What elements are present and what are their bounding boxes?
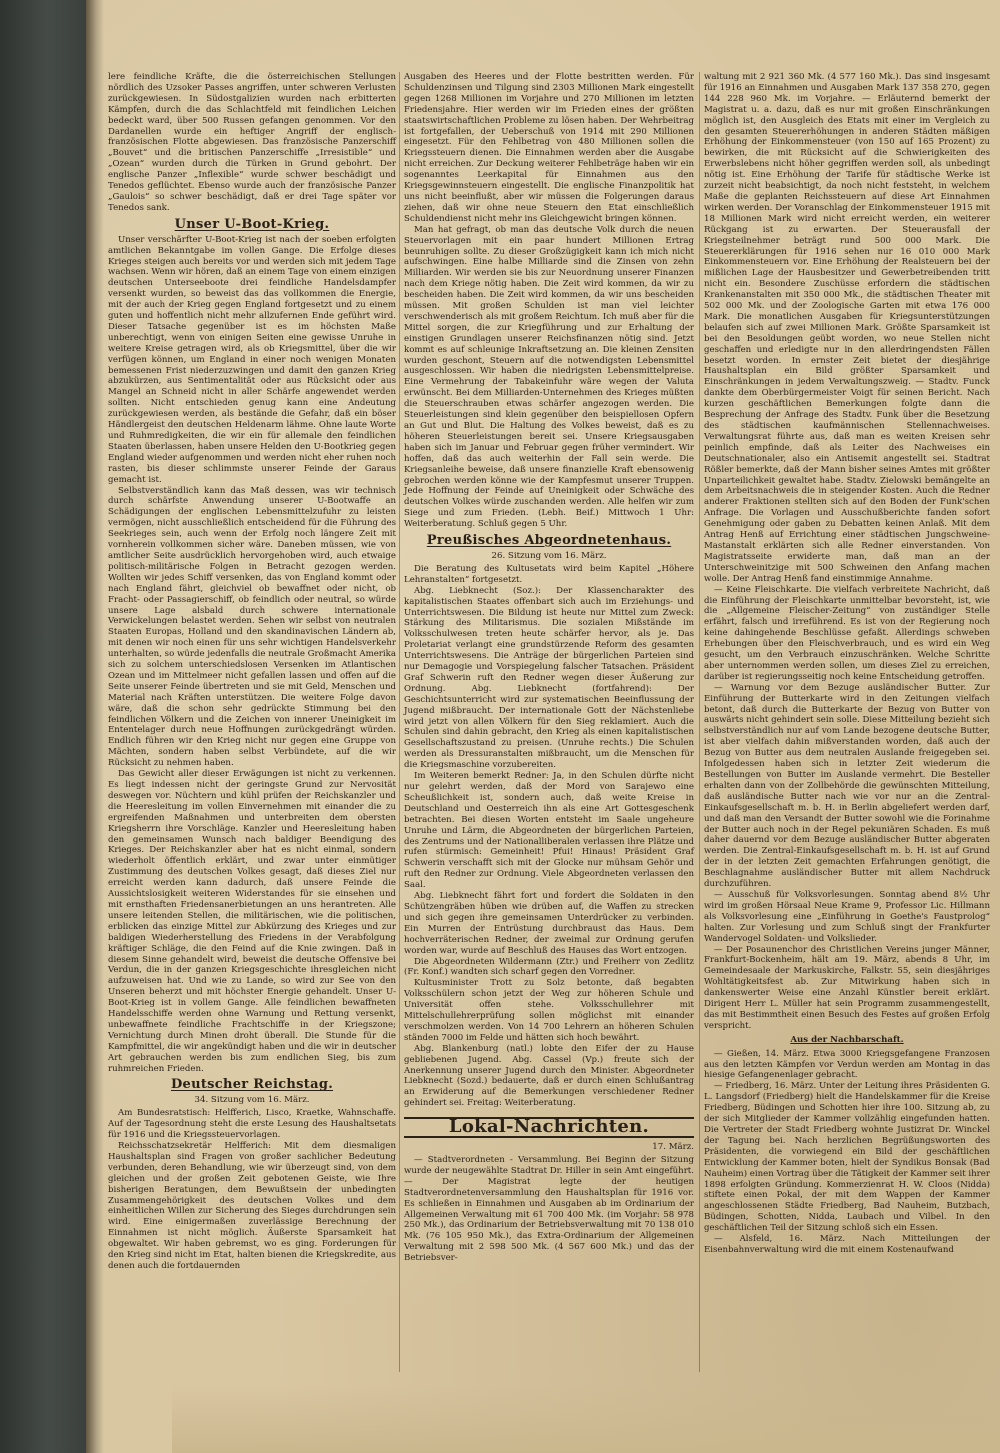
column-divider [699, 72, 700, 1372]
headline-reichstag: Deutscher Reichstag. [170, 1077, 334, 1093]
article-text: Ausgaben des Heeres und der Flotte bestritten werden. Für Schuldenzinsen und Tilgung sind 2303 Millionen Mark eingestellt gegen 1268 Millionen im Vorjahre und 270 Millionen im letzten Friedensjahre. Hier werden wir im Frieden eines der größten staatswirtschaftlichen Probleme zu lösen haben. Der Wehrbeitrag ist fortgefallen, der Ueberschuß von 1914 mit 290 Millionen eingesetzt. Für den Fehlbetrag von 480 Millionen sollen die Kriegssteuern dienen. Die Einnahmen werden aber die Ausgabe nicht erreichen. Zur Deckung weiterer Fehlbeträge haben wir ein sogenanntes Leerkapital für Einnahmen aus den Kriegsgewinnsteuern eingestellt. Die englische Finanzpolitik hat uns nicht beeinflußt, aber wir müssen die Folgerungen daraus ziehen, daß wir ohne neue Steuern den Etat einschließlich Schuldendienst nicht mehr ins Gleichgewicht bringen können. [404, 72, 694, 224]
column-divider [399, 72, 400, 1372]
page-bottom-shade [172, 1385, 1000, 1453]
article-text: — Der Posaunenchor des Christlichen Vereins junger Männer, Frankfurt-Bockenheim, hält am 19. März, abends 8 Uhr, im Gemeindesaale der Markuskirche, Falkstr. 55, sein diesjähriges Wohltätigkeitsfest ab. Zur Mitwirkung haben sich in dankenswerter Weise eine Anzahl Künstler bereit erklärt. Dirigent Herr L. Müller hat sein Programm zusammengestellt, das mit Bestimmtheit einen Besuch des Festes auf großen Erfolg verspricht. [704, 944, 990, 1031]
article-text: Abg. Blankenburg (natl.) lobte den Eifer der zu Hause gebliebenen Jugend. Abg. Cassel (Vp.) freute sich der Anerkennung unserer Jugend durch den Minister. Abgeordneter Liebknecht (Sozd.) bedauerte, daß er durch einen Schlußantrag an Erwiderung auf die Bemerkungen verschiedener Redner gehindert sei. Freitag: Weiterberatung. [404, 1043, 694, 1109]
headline-nachbarschaft: Aus der Nachbarschaft. [790, 1034, 904, 1045]
article-text: Kultusminister Trott zu Solz betonte, daß begabten Volksschülern schon jetzt der Weg zur höheren Schule und Universität offen stehe. Volksschullehrer mit Mittelschullehrerprüfung sollen möglichst mit einander verschmolzen werden. Von 14 700 Lehrern an höheren Schulen ständen 7000 im Felde und hätten sich hoch bewährt. [404, 978, 694, 1043]
article-text: — Ausschuß für Volksvorlesungen. Sonntag abend 8½ Uhr wird im großen Hörsaal Neue Krame 9, Professor Lic. Hillmann als Volksvorlesung eine „Einführung in Goethe's Faustprolog“ halten. Zur Vorlesung und zum Schluß singt der Frankfurter Wandervogel Soldaten- und Volkslieder. [704, 889, 990, 944]
article-text: Selbstverständlich kann das Maß dessen, was wir technisch durch schärfste Anwendung unserer U-Bootwaffe an Schädigungen der englischen Lebensmittelzufuhr zu leisten vermögen, nicht ausschließlich entscheidend für die Führung des Seekrieges sein, auch wenn der Erfolg noch längere Zeit mit vornherein vollkommen sicher wäre. Daneben müssen, wie von amtlicher Seite ausdrücklich hervorgehoben wird, auch etwaige politisch-militärische Folgen in Betracht gezogen werden. Wollten wir jedes Schiff versenken, das von England kommt oder nach England fährt, gleichviel ob bewaffnet oder nicht, ob Fracht- oder Passagierschiff, ob feindlich oder neutral, so würde unsere Lage alsbald durch schwere internationale Verwickelungen belastet werden. Sehen wir selbst von neutralen Staaten Europas, Holland und den skandinavischen Ländern ab, mit denen wir noch einen für uns sehr wichtigen Handelsverkehr unterhalten, so würde jedenfalls die neutrale Großmacht Amerika sich zu solchem unterschiedslosen Versenken im Atlantischen Ozean und im Mittelmeer nicht gefallen lassen und offen auf die Seite unserer Feinde übertreten und sie mit Geld, Menschen und Material nach Kräften unterstützen. Die weitere Folge davon wäre, daß die schon sehr gedrückte Stimmung bei den feindlichen Völkern und die Zeichen von innerer Uneinigkeit im Ententelager durch neue Hoffnungen zurückgedrängt würden. Endlich führen wir den Krieg nicht nur gegen eine Gruppe von Mächten, sondern haben selbst Verbündete, auf die wir Rücksicht zu nehmen haben. [108, 485, 396, 769]
column-middle [404, 72, 694, 1264]
article-text: — Gießen, 14. März. Etwa 3000 Kriegsgefangene Franzosen aus den letzten Kämpfen vor Verdun werden am Montag in das hiesige Gefangenenlager gebracht. [704, 1048, 990, 1081]
article-text: Im Weiteren bemerkt Redner: Ja, in den Schulen dürfte nicht nur gelehrt werden, daß der Mord von Sarajewo eine Scheußlichkeit ist, sondern auch, daß weite Kreise in Deutschland und Oesterreich ihn als eine Art Gottesgeschenk betrachten. Bei diesen Worten entsteht im Saale ungeheure Unruhe und Lärm, die Abgeordneten der bürgerlichen Parteien, des Zentrums und der Nationalliberalen verlassen ihre Plätze und rufen stürmisch: Gemeinheit! Pfui! Hinaus! Präsident Graf Schwerin verschafft sich mit der Glocke nur mühsam Gehör und ruft den Redner zur Ordnung. Viele Abgeordneten verlassen den Saal. [404, 771, 694, 891]
article-text: Abg. Liebknecht fährt fort und fordert die Soldaten in den Schützengräben hüben wie drüben auf, die Waffen zu strecken und sich gegen ihre gemeinsamen Unterdrücker zu verbinden. Ein Murren der Entrüstung durchbraust das Haus. Dem hochverräterischen Redner, der zweimal zur Ordnung gerufen worden war, wurde auf Beschluß des Hauses das Wort entzogen. [404, 891, 694, 956]
headline-abgeordnetenhaus: Preußisches Abgeordnetenhaus. [426, 533, 672, 549]
article-text: Unser verschärfter U-Boot-Krieg ist nach der soeben erfolgten amtlichen Bekanntgabe im vollen Gange. Die Erfolge dieses Krieges steigen auch bereits vor und werden sich mit jedem Tage wachsen. Wenn wir hören, daß an einem Tage von einem einzigen deutschen Unterseeboote drei feindliche Handelsdampfer versenkt wurden, so beweist das das vollkommen die Energie, mit der auch der Krieg gegen England fortgesetzt und zu einem guten und hoffentlich nicht mehr allzufernen Ende geführt wird. Dieser Tatsache gegenüber ist es im höchsten Maße unberechtigt, wenn von einigen Seiten eine gewisse Unruhe in weitere Kreise getragen wird, als ob Kriegsmittel, über die wir verfügen können, um England in einer noch wenigen Monaten bemessenen Frist niederzuzwingen und damit den ganzen Krieg abzukürzen, aus Sentimentalität oder aus Rücksicht oder aus Mangel an Schneid nicht in aller Schärfe angewendet werden sollten. Nicht entschieden genug kann eine Andeutung zurückgewiesen werden, als bestände die Gefahr, daß ein böser Händlergeist den deutschen Heldenarm lähme. Ohne laute Worte und Ruhmredigkeiten, die wir ein für allemale den feindlichen Staaten überlassen, haben unsere Helden den U-Bootkrieg gegen England wieder aufgenommen und werden nicht eher ruhen noch rasten, bis dieser schlimmste unserer Feinde der Garaus gemacht ist. [108, 234, 397, 485]
session-subtitle: 34. Sitzung vom 16. März. [194, 1095, 310, 1106]
newspaper-page [86, 0, 1000, 1453]
article-text: — Alsfeld, 16. März. Nach Mitteilungen der Eisenbahnverwaltung wird die mit einem Kostenaufwand [704, 1234, 990, 1255]
article-text: waltung mit 2 921 360 Mk. (4 577 160 Mk.). Das sind insgesamt für 1916 an Einnahmen und Ausgaben Mark 137 358 270, gegen 144 228 960 Mk. im Vorjahre. — Erläuternd bemerkt der Magistrat u. a. dazu, daß es nur mit großen Einschränkungen möglich ist, den Ausgleich des Etats mit einer im Vergleich zu den gesamten Steuererhöhungen in anderen Städten mäßigen Erhöhung der Einkommensteuer (von 150 auf 165 Prozent) zu bewirken, die mit Rücksicht auf die Schwierigkeiten des Erwerbslebens nicht höher gegriffen werden soll, als unbedingt nötig ist. Eine Erhöhung der Tarife für städtische Werke ist zurzeit nicht beabsichtigt, da noch nicht feststeht, in welchem Maße die geplanten Reichssteuern auf diese Art Einnahmen wirken werden. Der Voranschlag der Einkommensteuer 1915 mit 18 Millionen Mark wird nicht erreicht werden, ein weiterer Rückgang ist zu erwarten. Der Steuerausfall der Kriegsteilnehmer beträgt rund 500 000 Mark. Die Steuererklärungen für 1916 sehen nur 16 010 000 Mark Einkommensteuern vor. Eine Erhöhung der Realsteuern bei der mißlichen Lage der Hausbesitzer und Gewerbetreibenden tritt nicht ein. Besondere Zuschüsse erfordern die städtischen Krankenanstalten mit 350 000 Mk., die städtischen Theater mit 502 000 Mk. und der Zoologische Garten mit etwa 176 000 Mark. Die monatlichen Ausgaben für Kriegsunterstützungen belaufen sich auf zwei Millionen Mark. Größte Sparsamkeit ist bei den Besoldungen geübt worden, wo neue Stellen nicht geschaffen und erledigte nur in den allerdringendsten Fällen besetzt worden. In ernster Zeit bietet der diesjährige Haushaltsplan ein Bild größter Sparsamkeit und Einschränkungen in jedem Verwaltungszweig. — Stadtv. Funck dankte dem Oberbürgermeister Voigt für seinen Bericht. Nach kurzen geschäftlichen Bemerkungen folgte dann die Besprechung der Anfrage des Stadtv. Funk über die Besetzung des städtischen kaufmännischen Stellennachweises. Verwaltungsrat führte aus, daß man es weiten Kreisen sehr peinlich empfinde, daß als Leiter des Nachweises ein Deutschnationaler, also ein Antisemit angestellt sei. Stadtrat Rößler bemerkte, daß der Mann bisher seines Amtes mit größter Unparteilichkeit gewaltet habe. Stadtv. Zielowski bemängelte an dem Arbeitsnachweis die in steigender Kosten. Auch die Redner anderer Fraktionen stellten sich auf den Boden der Funk'schen Anfrage. Die Vorlagen und Ausschußberichte fanden sofort Genehmigung oder gaben zu Debatten keinen Anlaß. Mit dem Antrag Henß auf Errichtung einer städtischen Jungschweine-Mastanstalt erklärten sich alle Redner einverstanden. Von Magistratsseite erwiderte man, daß man an der Unterschweinitzige mit 500 Schweinen den Anfang machen wolle. Der Antrag Henß fand einstimmige Annahme. [704, 72, 990, 584]
headline-lokal-nachrichten: Lokal-Nachrichten. [404, 1117, 694, 1138]
column-left [108, 72, 396, 1272]
article-text: — Stadtverordneten - Versammlung. Bei Beginn der Sitzung wurde der neugewählte Stadtrat Dr. Hiller in sein Amt eingeführt. — Der Magistrat legte der heutigen Stadtverordnetenversammlung den Haushaltsplan für 1916 vor. Es schließen in Einnahmen und Ausgaben ab im Ordinarium der Allgemeinen Verwaltung mit 61 700 400 Mk. (im Vorjahr: 58 978 250 Mk.), das Ordinarium der Betriebsverwaltung mit 70 138 010 Mk. (76 105 950 Mk.), das Extra-Ordinarium der Allgemeinen Verwaltung mit 2 598 500 Mk. (4 567 600 Mk.) und das der Betriebsver- [404, 1155, 694, 1264]
article-text: Die Beratung des Kultusetats wird beim Kapitel „Höhere Lehranstalten“ fortgesetzt. [404, 563, 694, 585]
headline-uboot-krieg: Unser U-Boot-Krieg. [174, 216, 330, 232]
article-text: Reichsschatzsekretär Helfferich: Mit dem diesmaligen Haushaltsplan sind Fragen von großer sachlicher Bedeutung verbunden, deren Behandlung, wie wir überzeugt sind, von dem gleichen und der großen Zeit gebotenen Geiste, wie Ihre bisherigen Beratungen, dem Bewußtsein der unbedingten Zusammengehörigkeit des deutschen Volkes und dem einheitlichen Willen zur Sicherung des Sieges durchdrungen sein wird. Eine einigermaßen zuverlässige Berechnung der Einnahmen ist nicht möglich. Äußerste Sparsamkeit hat obgewaltet. Wir haben gebremst, wo es ging. Forderungen für den Krieg sind nicht im Etat, halten bienen die Kriegskredite, aus denen auch die fortdauernden [108, 1141, 396, 1271]
article-text: Abg. Liebknecht (Soz.): Der Klassencharakter des kapitalistischen Staates offenbart sich auch im Erziehungs- und Unterrichtswesen. Die Bildung ist heute nur Mittel zum Zweck: Stärkung des Militarismus. Die sozialen Mißstände im Volksschulwesen treten heute schärfer hervor, als je. Das Proletariat verlangt eine grundstürzende Reform des gesamten Unterrichtswesens. Die Anträge der bürgerlichen Parteien sind nur Demagogie und Vorspiegelung falscher Tatsachen. Präsident Graf Schwerin ruft den Redner wegen dieser Äußerung zur Ordnung. Abg. Liebknecht (fortfahrend): Der Geschichtsunterricht wird zur systematischen Beeinflussung der Jugend mißbraucht. Der internationale Gott der Nächstenliebe wird jetzt von allen Völkern für den Sieg reklamiert. Auch die Schulen sind dahin gebracht, den Krieg als einen kapitalistischen Gesellschaftszustand zu preisen. (Unruhe rechts.) Die Schulen werden als Dressuranstalten mißbraucht, um die Menschen für die Kriegsmaschine vorzubereiten. [404, 585, 694, 771]
article-text: Am Bundesratstisch: Helfferich, Lisco, Kraetke, Wahnschaffe. Auf der Tagesordnung steht die erste Lesung des Haushaltsetats für 1916 und die Kriegssteuervorlagen. [108, 1108, 396, 1141]
article-text: lere feindliche Kräfte, die die österreichischen Stellungen nördlich des Uzsoker Passes angriffen, unter schweren Verlusten zurückgewiesen. In Südostgalizien wurden nach erbitterten Kämpfen, durch die das Schlachtfeld mit feindlichen Leichen bedeckt ward, über 500 Russen gefangen genommen. Vor den Dardanellen wurde ein heftiger Angriff der englisch-französischen Flotte abgewiesen. Das französische Panzerschiff „Bouvet“ und die britischen Panzerschiffe „Irresistible“ und „Ozean“ wurden durch die Türken in Grund gebohrt. Der englische Panzer „Inflexible“ wurde schwer beschädigt und Tenedos geflüchtet. Ebenso wurde auch der französische Panzer „Gaulois“ so schwer beschädigt, daß er drei Tage später vor Tenedos sank. [108, 72, 396, 213]
article-text: — Keine Fleischkarte. Die vielfach verbreitete Nachricht, daß die Einführung der Fleischkarte unmittelbar bevorsteht, ist, wie die „Allgemeine Fleischer-Zeitung“ von zuständiger Stelle erfährt, falsch und irreführend. Es ist von der Regierung noch keine dahingehende Beschlüsse gefaßt. Allerdings schweben Erhebungen über den Fleischverbrauch, und es wird ein Weg gesucht, um den Verbrauch einzuschränken. Welche Schritte aber unternommen werden sollen, um dieses Ziel zu erreichen, darüber ist regierungsseitig noch keine Entscheidung getroffen. [704, 584, 990, 682]
book-binding [0, 0, 86, 1453]
article-text: — Warnung vor dem Bezuge ausländischer Butter. Zur Einführung der Butterkarte wird in den Zeitungen vielfach betont, daß durch die Butterkarte der Bezug von Butter von auswärts nicht gehindert sein solle. Diese Mitteilung bezieht sich selbstverständlich nur auf vom Lande bezogene deutsche Butter, ist aber vielfach dahin mißverstanden worden, daß auch der Bezug von Butter aus dem neutralen Auslande freigegeben sei. Infolgedessen haben sich in letzter Zeit wiederum die Bestellungen von Butter im Auslande vermehrt. Die Besteller erhalten dann von der Zollbehörde die gewünschten Mitteilung, daß ausländische Butter nach wie vor nur an die Zentral-Einkaufsgesellschaft m. b. H. in Berlin abgeliefert werden darf, und daß man den Versandt der Butter sowohl wie die Forinahme der Butter auch noch in der Regel pekuniären Schaden. Es muß daher dauernd vor dem Bezuge ausländischer Butter abgeraten werden. Die Zentral-Einkaufsgesellschaft m. b. H. ist auf Grund der in der letzten Zeit gemachten Erfahrungen genötigt, die Beschlagnahme ausländischer Butter mit allem Nachdruck durchzuführen. [704, 682, 990, 890]
article-text: Das Gewicht aller dieser Erwägungen ist nicht zu verkennen. Es liegt indessen nicht der geringste Grund zur Nervosität deswegen vor. Nüchtern und kühl prüfen der Reichskanzler und die Heeresleitung im vollen Einvernehmen mit einander die zu ergreifenden Maßnahmen und unterbreiten dem obersten Kriegsherrn ihre Vorschläge. Kanzler und Heeresleitung haben den gemeinsamen Wunsch nach baldiger Beendigung des Krieges. Der Reichskanzler aber hat es nicht einmal, sondern wiederholt öffentlich erklärt, und zwar unter einmütiger Zustimmung des deutschen Volkes gesagt, daß dieses Ziel nur erreicht werden kann dadurch, daß unsere Feinde die Aussichtslosigkeit weiteren Widerstandes für sie einsehen und mit ernsthaften Friedensanerbietungen an uns herantreten. Alle unsere leitenden Stellen, die militärischen, wie die politischen, erblicken das einzige Mittel zur Abkürzung des Krieges und zur baldigen Wiederherstellung des Friedens in der Verabfolgung kräftiger Schläge, die den Feind auf die Knie zwingen. Daß in diesem Sinne gehandelt wird, beweist die deutsche Offensive bei Verdun, die in der ganzen Kriegsgeschichte ihresgleichen nicht aufzuweisen hat. Und wie zu Lande, so wird zur See von den Unseren beherzt und mit höchster Energie gehandelt. Unser U-Boot-Krieg ist in vollem Gange. Alle feindlichen bewaffneten Handelsschiffe werden ohne Warnung und Rettung versenkt, unbewaffnete feindliche Frachtschiffe in der Kriegszone; Vernichtung durch Minen droht überall. Die Stunde für die Kampfmittel, die wir angekündigt haben und die wir in deutscher Art gebrauchen werden bis zum endlichen Sieg, bis zum ruhmreichen Frieden. [108, 769, 396, 1074]
section-date: 17. März. [652, 1142, 694, 1153]
column-right [704, 72, 990, 1256]
article-text: — Friedberg, 16. März. Unter der Leitung ihres Präsidenten G. L. Langsdorf (Friedberg) hielt die Handelskammer für die Kreise Friedberg, Büdingen und Schotten hier ihre 100. Sitzung ab, zu der sich Mitglieder der Kammer vollzählig eingefunden hatten. Die Vertreter der Stadt Friedberg wohnte Justizrat Dr. Winckel der Tagung bei. Nach herzlichen Begrüßungsworten des Präsidenten, die vorwiegend ein Bild der geschäftlichen Entwicklung der Kammer boten, hielt der Syndikus Bonsak (Bad Nauheim) einen Vortrag über die Tätigkeit der Kammer seit ihrer 1898 erfolgten Gründung. Kommerzienrat H. W. Cloos (Nidda) stiftete einen Pokal, der mit dem Wappen der Kammer angeschlossenen Städte Friedberg, Bad Nauheim, Butzbach, Büdingen, Schotten, Nidda, Laubach und Vilbel. In den geschäftlichen Teil der Sitzung schloß sich ein Essen. [704, 1081, 990, 1234]
session-subtitle: 26. Sitzung vom 16. März. [491, 550, 607, 561]
article-text: Die Abgeordneten Wildermann (Ztr.) und Freiherr von Zedlitz (Fr. Konf.) wandten sich scharf gegen den Vorredner. [404, 956, 694, 978]
page-edge [86, 0, 96, 1453]
article-text: Man hat gefragt, ob man das deutsche Volk durch die neuen Steuervorlagen mit ein paar hundert Millionen Ertrag beunruhigen sollte. Zu dieser Großzügigkeit kann ich mich nicht aufschwingen. Eine halbe Milliarde sind die Zinsen von zehn Milliarden. Wir werden sie bis zur Neuordnung unserer Finanzen nach dem Kriege nötig haben. Die Zeit wird kommen, da wir zu bescheiden haben. Die Zeit wird kommen, da wir uns bescheiden müssen. Mit großen Schulden ist man viel leichter verschwenderisch als mit großem Reichtum. Ich muß aber für die Mittel sorgen, die zur Kriegführung und zur Erhaltung der einstigen Grundlagen unserer Reichsfinanzen nötig sind. Jetzt kommt es auf schleunige Inkraftsetzung an. Die kleinen Zensiten wurden geschont, Steuern auf die notwendigsten Lebensmittel ausgeschlossen. Wir haben die niedrigsten Lebensmittelpreise. Eine Vermehrung der Tabakeinfuhr wäre wegen der Valuta erwünscht. Bei dem Milliarden-Unternehmen des Krieges müßten die Steuerschrauben etwas schärfer angezogen werden. Die Steuerleistungen sind klein gegenüber den beispiellosen Opfern an Gut und Blut. Die Haltung des Volkes beweist, daß es zu höheren Steuerleistungen bereit sei. Unsere Kriegsausgaben haben sich im Januar und Februar gegen früher vermindert. Wir hoffen, daß das auch weiterhin der Fall sein werde. Die Kriegsanleihe beweise, daß unsere finanzielle Kraft ebensowenig gebrochen werden könne wie der Kampfesmut unserer Truppen. Jede Hoffnung der Feinde auf Uneinigkeit oder Schwäche des deutschen Volkes würde zuschanden werden. Alle helfen wir zum Siege und zum Frieden. (Lebh. Beif.) Mittwoch 1 Uhr: Weiterberatung. Schluß gegen 5 Uhr. [404, 224, 694, 530]
